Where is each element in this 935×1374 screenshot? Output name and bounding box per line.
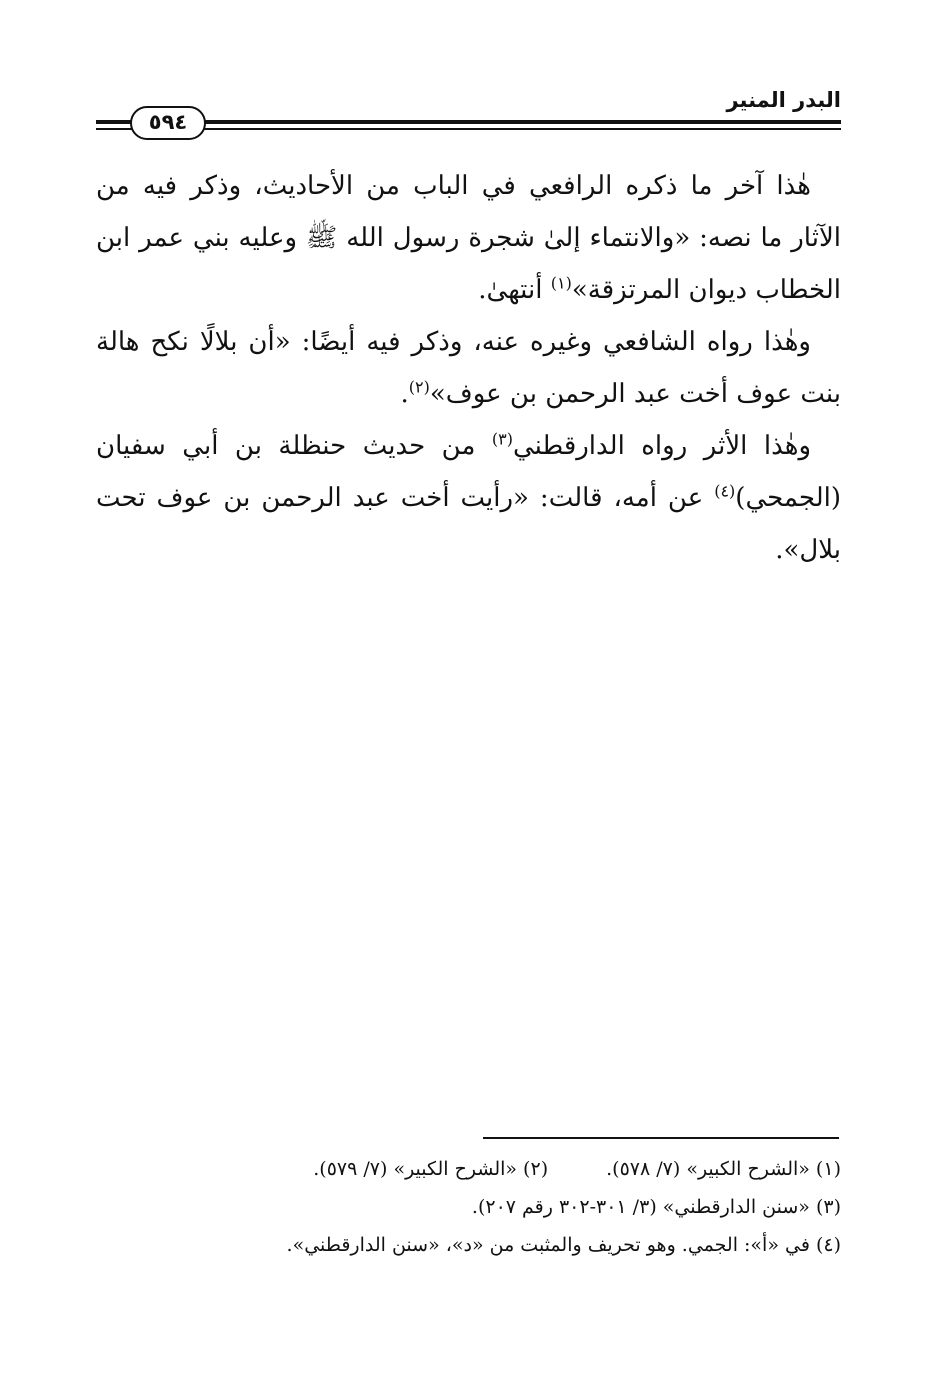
footnote-line-1 xyxy=(96,1150,841,1188)
footnote-line-3 xyxy=(96,1226,841,1264)
footnote-3: (٣) «سنن الدارقطني» (٣/ ٣٠١-٣٠٢ رقم ٢٠٧). xyxy=(471,1196,841,1218)
paragraph-3 xyxy=(96,420,841,576)
footnotes xyxy=(96,1150,841,1264)
main-text xyxy=(96,160,841,576)
paragraph-1-text-b: أنتهىٰ. xyxy=(478,275,551,305)
footnote-ref-2: (٢) xyxy=(408,377,430,397)
paragraph-3-text-a: وهٰذا الأثر رواه الدارقطني xyxy=(512,431,811,461)
paragraph-1 xyxy=(96,160,841,316)
book-title: البدر المنير xyxy=(726,88,841,112)
paragraph-1-text-a: هٰذا آخر ما ذكره الرافعي في الباب من الأحاديث، وذكر فيه من الآثار ما نصه: «والانتماء إلىٰ شجرة رسول الله ﷺ وعليه بني عمر ابن الخطاب ديوان المرتزقة» xyxy=(96,171,841,305)
paragraph-2-text-b: . xyxy=(400,379,409,409)
header-rule-thin xyxy=(96,128,841,130)
footnote-1: (١) «الشرح الكبير» (٧/ ٥٧٨). xyxy=(606,1158,841,1180)
footnote-2: (٢) «الشرح الكبير» (٧/ ٥٧٩). xyxy=(313,1158,549,1180)
footnote-4: (٤) في «أ»: الجمي. وهو تحريف والمثبت من «د»، «سنن الدارقطني». xyxy=(286,1234,841,1256)
footnote-line-2 xyxy=(96,1188,841,1226)
paragraph-2 xyxy=(96,316,841,420)
footnote-separator xyxy=(483,1137,839,1139)
paragraph-3-text-b: من حديث حنظلة بن أبي سفيان (الجمحي) xyxy=(96,431,841,513)
paragraph-2-text-a: وهٰذا رواه الشافعي وغيره عنه، وذكر فيه أيضًا: «أن بلالًا نكح هالة بنت عوف أخت عبد الرحمن بن عوف» xyxy=(96,327,841,409)
footnote-ref-4: (٤) xyxy=(714,481,736,501)
page-number: ٥٩٤ xyxy=(130,106,206,140)
header-rule-thick xyxy=(96,120,841,124)
page-header xyxy=(96,84,841,144)
footnote-ref-1: (١) xyxy=(550,273,572,293)
footnote-ref-3: (٣) xyxy=(491,429,513,449)
paragraph-3-text-c: عن أمه، قالت: «رأيت أخت عبد الرحمن بن عوف تحت بلال». xyxy=(96,483,841,565)
